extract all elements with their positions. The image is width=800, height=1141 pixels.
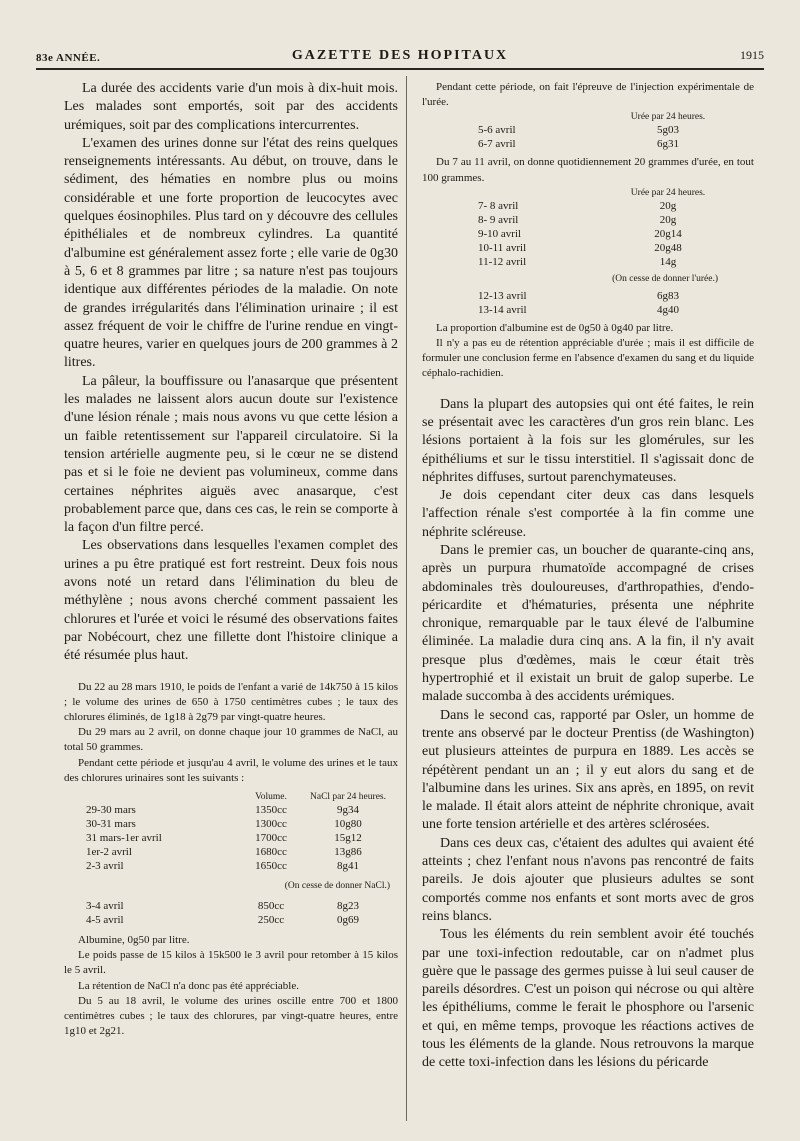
page-header	[36, 48, 764, 68]
table-row: 13-14 avril 4g40	[478, 303, 679, 316]
paragraph: Les observations dans lesquelles l'examen complet des urines a pu être pratiqué est fort restreint. Deux fois nous avons noté un retard dans l'élimination du bleu de méthylène ; nous avons cherché comment passaient les chlorures et l'urée et voici le résumé des observations faites par Nobécourt, chez une fillette dont l'histoire clinique a été résumée plus haut.	[64, 538, 398, 664]
paragraph: Dans ces deux cas, c'étaient des adultes qui avaient été atteints ; chez l'enfant nous n'avons pas rencontré de faits pareils. Je dois ajouter que plusieurs adultes se sont comportés comme nos enfants et sont morts avec de gros reins blancs.	[422, 835, 754, 924]
note-paragraph: Pendant cette période, on fait l'épreuve de l'injection expérimentale de l'urée.	[422, 81, 754, 109]
table-row: 11-12 avril 14g	[478, 255, 677, 268]
note-paragraph: Albumine, 0g50 par litre.	[78, 933, 190, 946]
uree-table-2	[478, 188, 718, 317]
paragraph: La durée des accidents varie d'un mois à dix-huit mois. Les malades sont emportés, soit par des accidents urémiques, soit par des complications intercurrentes.	[64, 81, 398, 133]
note-paragraph: Le poids passe de 15 kilos à 15k500 le 3 avril pour retomber à 15 kilos le 5 avril.	[64, 949, 398, 977]
note-paragraph: Du 29 mars au 2 avril, on donne chaque jour 10 grammes de NaCl, au total 50 grammes.	[64, 726, 398, 754]
table-row: 9-10 avril 20g14	[478, 227, 682, 240]
table-row: 2-3 avril 1650cc 8g41	[86, 859, 359, 872]
table-note: (On cesse de donner NaCl.)	[284, 880, 390, 891]
note-paragraph: Du 7 au 11 avril, on donne quotidiennement 20 grammes d'urée, en tout 100 grammes.	[422, 156, 754, 184]
note-paragraph: Du 22 au 28 mars 1910, le poids de l'enfant a varié de 14k750 à 15 kilos ; le volume des urines de 650 à 1750 centimètres cubes ; le taux des chlorures éliminés, de 1g18 à 2g79 par vingt-quatre heures.	[64, 680, 398, 723]
paragraph: La pâleur, la bouffissure ou l'anasarque que présentent les malades ne laissent alors aucun doute sur l'existence d'une lésion rénale ; mais nous avons vu que cette lésion a un faible retentissement sur l'appareil circulatoire. Si la tension artérielle augmente peu, si le cœur ne se distend pas et si le foie ne devient pas volumineux, comme dans certaines néphrites aiguës avec anasarque, c'est probablement parce que, dans ces cas, le rein se comporte à la façon d'un filtre percé.	[64, 373, 398, 536]
paragraph: Dans le premier cas, un boucher de quarante-cinq ans, après un purpura rhumatoïde accompagné de crises abdominales très douloureuses, d'arthropathies, d'endo-péricardite et d'hématuries, présenta une néphrite chronique, remarquable par le taux élevé de l'albumine éliminée. La maladie dura cinq ans. A la fin, il n'y avait presque plus d'œdèmes, mais le cœur était très hypertrophié et il existait un bruit de galop superbe. Le malade succomba à des accidents urémiques.	[422, 543, 754, 705]
note-paragraph: Du 5 au 18 avril, le volume des urines oscille entre 700 et 1800 centimètres cubes ; le taux des chlorures, par vingt-quatre heures, entre 1g10 et 2g21.	[64, 994, 398, 1038]
col-head-uree: Urée par 24 heures.	[630, 187, 706, 198]
column-divider	[406, 76, 407, 1121]
table-row: 10-11 avril 20g48	[478, 241, 682, 254]
paragraph: Tous les éléments du rein semblent avoir été touchés par une toxi-infection redoutable, car on n'admet plus guère que le passage des germes puisse à lui seul causer de pareils désordres. C'est un poison qui nécrose ou qui altère les épithéliums, comme le ferait le phosphore ou l'arsenic et qui, en même temps, provoque les réactions actives de tous les éléments de la glande. Nous retrouvons la marque de cette toxi-infection dans les lésions du péricarde	[422, 927, 754, 1071]
note-paragraph: Il n'y a pas eu de rétention appréciable d'urée ; mais il est difficile de formuler une conclusion ferme en l'absence d'examen du sang et du liquide céphalo-rachidien.	[422, 337, 754, 380]
paragraph: L'examen des urines donne sur l'état des reins quelques renseignements intéressants. Au début, on trouve, dans le sédiment, des hématies en nombre plus ou moins considérable et une forte proportion de leucocytes avec quelques éosinophiles. Plus tard on y découvre des cellules épithéliales et de nombreux cylindres. La quantité d'albumine est généralement assez forte ; elle varie de 0g30 à 5, 6 et 8 grammes par litre ; sa nature n'est pas toujours identique aux différentes périodes de la maladie. On note de grandes irrégularités dans l'élimination urinaire ; il est assez fréquent de voir le chiffre de l'urine rendue en vingt-quatre heures, varier en quelques jours de 200 grammes à 2 litres.	[64, 135, 398, 371]
col-head-nacl: NaCl par 24 heures.	[310, 791, 386, 802]
col-head-uree: Urée par 24 heures.	[630, 112, 706, 123]
table-row: 3-4 avril 850cc 8g23	[86, 899, 359, 912]
table-row: 4-5 avril 250cc 0g69	[86, 913, 359, 926]
right-column	[422, 80, 754, 1073]
table-row: 7- 8 avril 20g	[478, 199, 677, 212]
table-row: 6-7 avril 6g31	[478, 138, 679, 151]
uree-table-1	[478, 112, 718, 151]
left-column	[64, 80, 398, 1039]
page-number: 1915	[740, 48, 764, 62]
table-row: 30-31 mars 1300cc 10g80	[86, 817, 362, 830]
table-row: 8- 9 avril 20g	[478, 213, 677, 226]
table-row: 29-30 mars 1350cc 9g34	[86, 803, 359, 816]
paragraph: Je dois cependant citer deux cas dans lesquels l'affection rénale s'est comportée à la fin comme une néphrite scléreuse.	[422, 488, 754, 540]
table-row: 31 mars-1er avril 1700cc 15g12	[86, 831, 362, 844]
table-row: 1er-2 avril 1680cc 13g86	[86, 845, 362, 858]
table-row: 5-6 avril 5g03	[478, 124, 679, 137]
table-row: 12-13 avril 6g83	[478, 289, 679, 302]
note-paragraph: La rétention de NaCl n'a donc pas été appréciable.	[78, 979, 299, 992]
paragraph: Dans le second cas, rapporté par Osler, un homme de trente ans observé par le docteur Prentiss (de Washington) eut plusieurs atteintes de purpura en 1889. Les accès se répétèrent pendant un an ; il y eut alors du sang et de l'albumine dans les urines. Six ans après, en 1895, on revit le malade. Il était alors atteint de néphrite chronique, avait une forte tension artérielle et des artères sclérosées.	[422, 707, 754, 833]
paragraph: Dans la plupart des autopsies qui ont été faites, le rein se présentait avec les caractères d'un gros rein blanc. Les lésions portaient à la fois sur les glomérules, sur les épithéliums et sur le tissu interstitiel. Il s'agissait donc de néphrites diffuses, surtout parenchymateuses.	[422, 396, 754, 485]
note-paragraph: Pendant cette période et jusqu'au 4 avril, le volume des urines et le taux des chlorures urinaires sont les suivants :	[64, 756, 398, 784]
nacl-table	[86, 792, 390, 927]
table-note: (On cesse de donner l'urée.)	[612, 273, 718, 284]
header-rule	[36, 68, 764, 70]
col-head-volume: Volume.	[255, 791, 287, 802]
year-label: 83e ANNÉE.	[36, 52, 101, 64]
journal-title: GAZETTE DES HOPITAUX	[291, 48, 509, 63]
note-paragraph: La proportion d'albumine est de 0g50 à 0g40 par litre.	[436, 321, 674, 334]
